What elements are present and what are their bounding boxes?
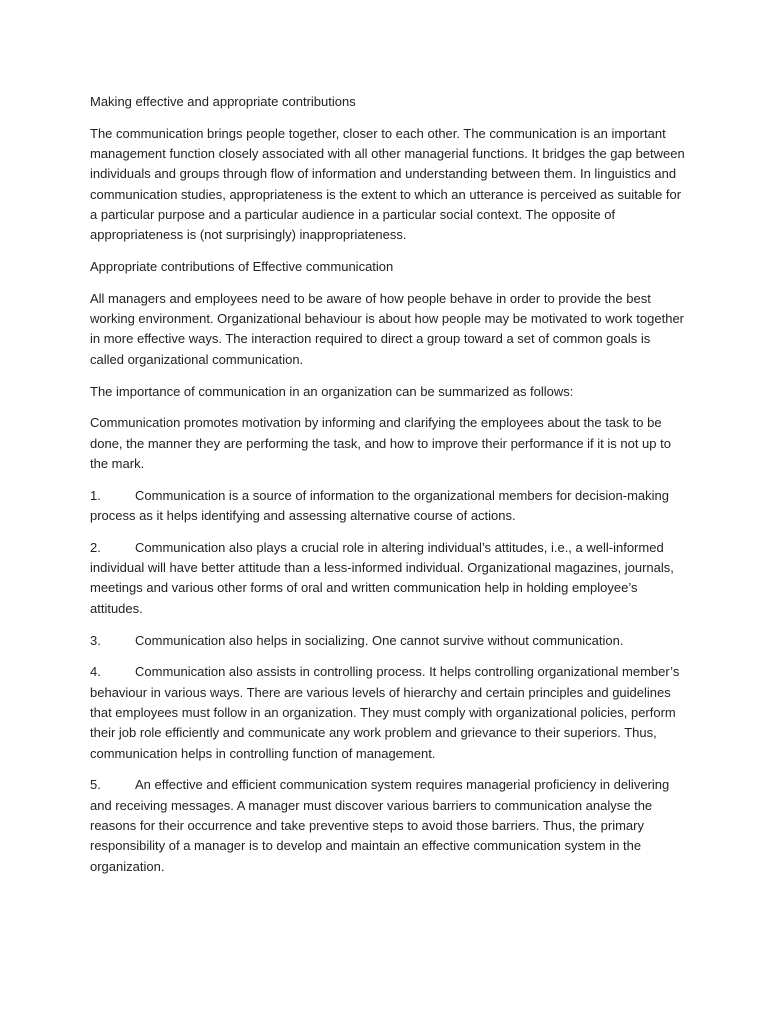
list-item: [90, 775, 685, 876]
document-page: [90, 92, 685, 888]
list-item-text: Communication also assists in controlling process. It helps controlling organizational member’s behaviour in various ways. There are various levels of hierarchy and certain principles and guidelines that employees must follow in an organization. They must comply with organizational policies, perform their job role efficiently and communicate any work problem and grievance to their superiors. Thus, communication helps in controlling function of management.: [90, 664, 680, 761]
motivation-paragraph: Communication promotes motivation by informing and clarifying the employees about the task to be done, the manner they are performing the task, and how to improve their performance if it is not up to the mark.: [90, 415, 671, 471]
list-item-number: 3.: [90, 632, 101, 648]
list-item-number: 1.: [90, 487, 101, 503]
importance-paragraph: The importance of communication in an organization can be summarized as follows:: [90, 383, 574, 399]
document-title: Making effective and appropriate contributions: [90, 94, 356, 109]
list-item: [90, 538, 685, 619]
list-item: [90, 631, 685, 651]
list-item: [90, 662, 685, 763]
section-heading: Appropriate contributions of Effective communication: [90, 259, 394, 275]
list-item-text: Communication also plays a crucial role in altering individual’s attitudes, i.e., a well-informed individual will have better attitude than a less-informed individual. Organizational magazines, journals, meetings and various other forms of oral and written communication help in holding employee’s attitudes.: [90, 539, 674, 616]
list-item-number: 5.: [90, 777, 101, 793]
behaviour-paragraph: All managers and employees need to be aware of how people behave in order to provide the best working environment. Organizational behaviour is about how people may be motivated to work together in more effective ways. The interaction required to direct a group toward a set of common goals is called organizational communication.: [90, 290, 685, 367]
list-item-number: 2.: [90, 539, 101, 555]
list-item-number: 4.: [90, 664, 101, 680]
list-item-text: Communication also helps in socializing. One cannot survive without communication.: [135, 632, 624, 648]
list-item-text: Communication is a source of information to the organizational members for decision-making process as it helps identifying and assessing alternative course of actions.: [90, 487, 669, 524]
list-item: [90, 486, 685, 527]
intro-paragraph: The communication brings people together, closer to each other. The communication is an important management function closely associated with all other managerial functions. It bridges the gap between individuals and groups through flow of information and understanding between them. In linguistics and communication studies, appropriateness is the extent to which an utterance is perceived as suitable for a particular purpose and a particular audience in a particular social context. The opposite of appropriateness is (not surprisingly) inappropriateness.: [90, 125, 685, 243]
list-item-text: An effective and efficient communication system requires managerial proficiency in delivering and receiving messages. A manager must discover various barriers to communication analyse the reasons for their occurrence and take preventive steps to avoid those barriers. Thus, the primary responsibility of a manager is to develop and maintain an effective communication system in the organization.: [90, 777, 670, 874]
